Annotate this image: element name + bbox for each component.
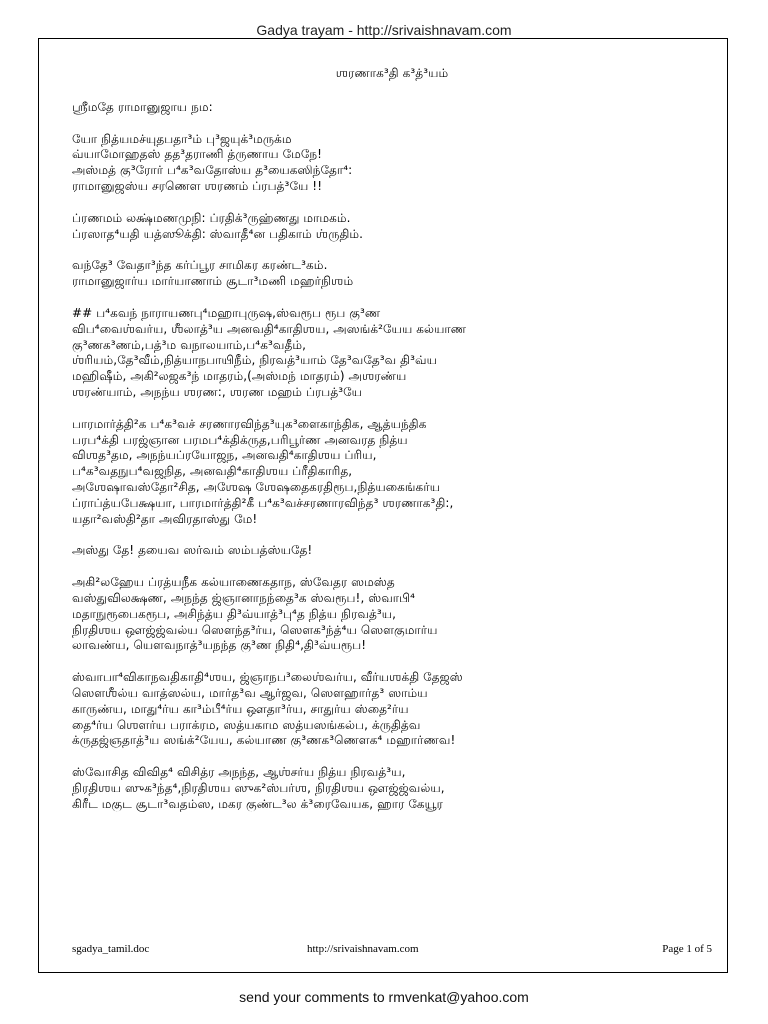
- text-line: ராமானுஜஸ்ய சரணௌ ஶரணம் ப்ரபத்³யே !!: [72, 178, 323, 193]
- comments-note: send your comments to rmvenkat@yahoo.com: [239, 989, 529, 1005]
- paragraph: [72, 258, 712, 290]
- document-body: [72, 66, 712, 828]
- text-line: ப்ரஸாத⁴யதி யத்ஸூக்தி: ஸ்வாதீ⁴ன பதிகாம் ஶ்ருதிம்.: [72, 226, 364, 241]
- text-line: பாரமார்த்தி²க ப⁴க³வச் சரணாரவிந்த³யுக³ளைகாந்திக, ஆத்யந்திக: [72, 416, 427, 431]
- text-line: கு³ணக³ணம்,பத்³ம வநாலயாம்,ப⁴க³வதீம்,: [72, 337, 307, 352]
- paragraph-list: [72, 100, 712, 813]
- footer-url: http://srivaishnavam.com: [307, 943, 419, 955]
- text-line: க்ருதஜ்ஞதாத்³ய ஸங்க்²யேய, கல்யாண கு³ணக³ணௌக⁴ மஹார்ணவ!: [72, 733, 456, 748]
- text-line: யதா²வஸ்தி²தா அவிரதாஸ்து மே!: [72, 511, 258, 526]
- text-line: ஸௌஶீல்ய வாத்ஸல்ய, மார்த³வ ஆர்ஜவ, ஸௌஹார்த³ ஸாம்ய: [72, 685, 428, 700]
- text-line: கிரீட மகுட சூடா³வதம்ஸ, மகர குண்ட³ல க்³ரைவேயக, ஹார கேயூர: [72, 796, 443, 811]
- text-line: பரப⁴க்தி பரஜ்ஞான பரமப⁴க்திக்ருத,பரிபூர்ண அனவரத நித்ய: [72, 432, 408, 447]
- paragraph: [72, 132, 712, 195]
- text-line: மஹிஷீம், அகி²லஜக³ந் மாதரம்,(அஸ்மந் மாதரம்) அஶரண்ய: [72, 369, 407, 384]
- text-line: வந்தே³ வேதா³ந்த கர்ப்பூர சாமிகர கரண்ட³கம்.: [72, 258, 328, 273]
- page-footer: [72, 943, 712, 959]
- text-line: நிரதிஶய ஸுக³ந்த⁴,நிரதிஶய ஸுக²ஸ்பர்ஶ, நிரதிஶய ஔஜ்ஜ்வல்ய,: [72, 780, 445, 795]
- text-line: லாவண்ய, யௌவநாத்³யநந்த கு³ண நிதி⁴,தி³வ்யரூப!: [72, 638, 367, 653]
- text-line: ஶரண்யாம், அநந்ய ஶரண:, ஶரண மஹம் ப்ரபத்³யே: [72, 384, 363, 399]
- paragraph: [72, 211, 712, 243]
- paragraph: [72, 543, 712, 559]
- text-line: அகி²லஹேய ப்ரத்யநீக கல்யாணைகதாந, ஸ்வேதர ஸமஸ்த: [72, 575, 395, 590]
- text-line: தை⁴ர்ய ஶௌர்ய பராக்ரம, ஸத்யகாம ஸத்யஸங்கல்ப, க்ருதித்வ: [72, 717, 421, 732]
- text-line: ப்ராப்த்யபேக்ஷயா, பாரமார்த்தி²கீ ப⁴க³வச்சரணாரவிந்த³ ஶரணாக³தி:,: [72, 495, 454, 510]
- text-line: வ்யாமோஹதஸ் தத³தராணி த்ருணாய மேநே!: [72, 147, 323, 162]
- text-line: வஸ்துவிலக்ஷண, அநந்த ஜ்ஞானாநந்தை³க ஸ்வரூப!, ஸ்வாபி⁴: [72, 590, 416, 605]
- text-line: அஶேஷாவஸ்தோ²சித, அஶேஷ ஶேஷதைகரதிரூப,நித்யகைங்கர்ய: [72, 479, 441, 494]
- paragraph: [72, 306, 712, 401]
- text-line: நிரதிஶய ஔஜ்ஜ்வல்ய ஸௌந்த³ர்ய, ஸௌக³ந்த்⁴ய ஸௌகுமார்ய: [72, 622, 438, 637]
- text-line: விஶத³தம, அநந்யப்ரயோஜந, அனவதி⁴காதிஶய ப்ரிய,: [72, 448, 377, 463]
- document-header: Gadya trayam - http://srivaishnavam.com: [256, 22, 512, 38]
- text-line: ராமானுஜார்ய மார்யாணாம் சூடா³மணி மஹர்நிஶம்: [72, 274, 354, 289]
- text-line: ஸ்வாபா⁴விகாநவதிகாதி⁴ஶய, ஜ்ஞாநப³லைஶ்வர்ய, வீர்யஶக்தி தேஜஸ்: [72, 670, 463, 685]
- text-line: காருண்ய, மாது⁴ர்ய கா³ம்பீ⁴ர்ய ஔதா³ர்ய, சாதுர்ய ஸ்தை²ர்ய: [72, 701, 409, 716]
- paragraph: [72, 575, 712, 654]
- text-line: ஶ்ரீமதே ராமானுஜாய நம:: [72, 99, 213, 114]
- paragraph: [72, 100, 712, 116]
- text-line: ப்ரணமம் லக்ஷ்மணமுநி: ப்ரதிக்³ருஹ்ணது மாமகம்.: [72, 210, 351, 225]
- text-line: அஸ்து தே! தயைவ ஸர்வம் ஸம்பத்ஸ்யதே!: [72, 543, 313, 558]
- footer-page-number: Page 1 of 5: [662, 943, 712, 955]
- text-line: அஸ்மத் கு³ரோர் ப⁴க³வதோஸ்ய த³யைகஸிந்தோ⁴:: [72, 163, 353, 178]
- paragraph: [72, 765, 712, 812]
- footer-filename: sgadya_tamil.doc: [72, 943, 150, 955]
- text-line: மதாநுரூபைகரூப, அசிந்த்ய தி³வ்யாத்³பு⁴த நித்ய நிரவத்³ய,: [72, 606, 397, 621]
- text-line: ப⁴க³வதநுப⁴வஜநித, அனவதி⁴காதிஶய ப்ரீதிகாரித,: [72, 464, 353, 479]
- text-line: விப⁴வைஶ்வர்ய, ஶீலாத்³ய அனவதி⁴காதிஶய, அஸங்க்²யேய கல்யாண: [72, 321, 467, 336]
- text-line: ## ப⁴கவந் நாராயணபு⁴மஹாபுருஷ,ஸ்வரூப ரூப கு³ண: [72, 305, 381, 320]
- document-title: ஶரணாக³தி க³த்³யம்: [335, 66, 449, 80]
- text-line: ஶ்ரியம்,தே³வீம்,நித்யாநபாயிநீம், நிரவத்³யாம் தே³வதே³வ தி³வ்ய: [72, 353, 437, 368]
- text-line: ஸ்வோசித விவித⁴ விசித்ர அநந்த, ஆஶ்சர்ய நித்ய நிரவத்³ய,: [72, 765, 406, 780]
- paragraph: [72, 417, 712, 528]
- paragraph: [72, 670, 712, 749]
- text-line: யோ நித்யமச்யுதபதா³ம் பு³ஜயுக்³மருக்ம: [72, 131, 292, 146]
